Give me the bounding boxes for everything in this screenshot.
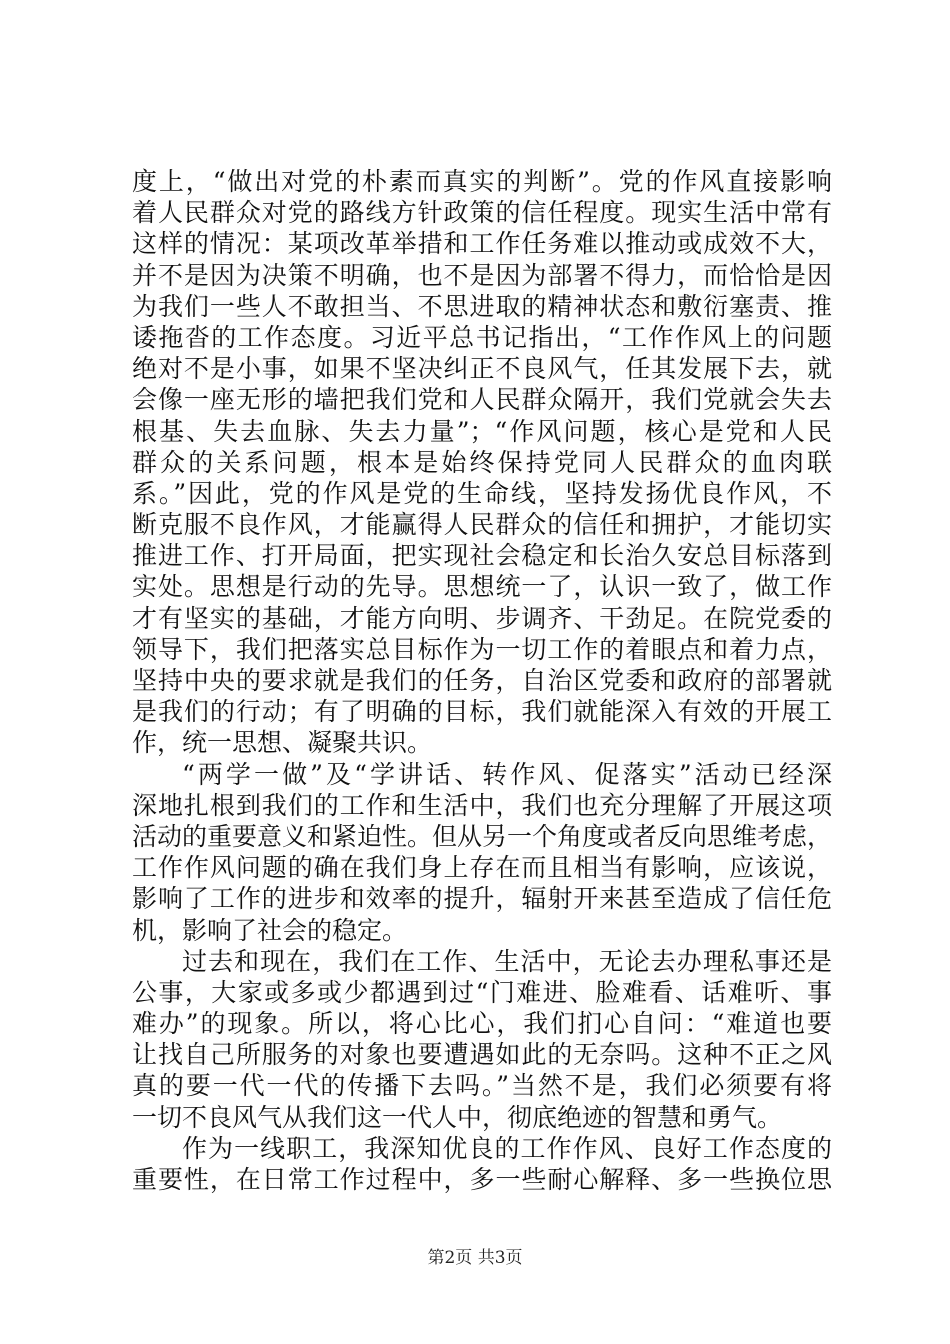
text-line: 这样的情况：某项改革举措和工作任务难以推动或成效不大， bbox=[132, 229, 832, 259]
text-line: 领导下，我们把落实总目标作为一切工作的着眼点和着力点， bbox=[132, 634, 832, 664]
text-line: 实处。思想是行动的先导。思想统一了，认识一致了，做工作 bbox=[132, 572, 832, 602]
text-line: 深地扎根到我们的工作和生活中，我们也充分理解了开展这项 bbox=[132, 790, 832, 820]
text-line: 让找自己所服务的对象也要遭遇如此的无奈吗。这种不正之风 bbox=[132, 1040, 832, 1070]
text-line: 工作作风问题的确在我们身上存在而且相当有影响，应该说， bbox=[132, 853, 832, 883]
text-line: “两学一做”及“学讲话、转作风、促落实”活动已经深 bbox=[182, 759, 832, 789]
text-line: 断克服不良作风，才能赢得人民群众的信任和拥护，才能切实 bbox=[132, 510, 832, 540]
page-number: 第2页 共3页 bbox=[427, 1248, 523, 1268]
text-line: 活动的重要意义和紧迫性。但从另一个角度或者反向思维考虑， bbox=[132, 821, 833, 851]
paragraph-2 bbox=[132, 759, 832, 946]
paragraph-1 bbox=[132, 166, 832, 759]
text-line: 重要性，在日常工作过程中，多一些耐心解释、多一些换位思 bbox=[132, 1165, 832, 1194]
document-body bbox=[132, 166, 832, 1195]
text-line: 系。”因此，党的作风是党的生命线，坚持发扬优良作风，不 bbox=[132, 478, 832, 508]
text-line: 作为一线职工，我深知优良的工作作风、良好工作态度的 bbox=[182, 1133, 832, 1163]
text-line: 是我们的行动；有了明确的目标，我们就能深入有效的开展工 bbox=[132, 697, 832, 727]
text-line: 群众的关系问题，根本是始终保持党同人民群众的血肉联 bbox=[132, 447, 832, 477]
text-line: 坚持中央的要求就是我们的任务，自治区党委和政府的部署就 bbox=[132, 666, 832, 695]
text-line: 影响了工作的进步和效率的提升，辐射开来甚至造成了信任危 bbox=[132, 884, 832, 914]
text-line: 真的要一代一代的传播下去吗。”当然不是，我们必须要有将 bbox=[132, 1071, 832, 1101]
text-line: 为我们一些人不敢担当、不思进取的精神状态和敷衍塞责、推 bbox=[132, 291, 832, 321]
text-line: 作，统一思想、凝聚共识。 bbox=[132, 728, 433, 758]
text-line: 过去和现在，我们在工作、生活中，无论去办理私事还是 bbox=[182, 946, 832, 976]
text-line: 绝对不是小事，如果不坚决纠正不良风气，任其发展下去，就 bbox=[132, 354, 832, 384]
text-line: 会像一座无形的墙把我们党和人民群众隔开，我们党就会失去 bbox=[132, 385, 832, 415]
text-line: 诿拖沓的工作态度。习近平总书记指出，“工作作风上的问题 bbox=[132, 322, 832, 352]
paragraph-3 bbox=[132, 946, 832, 1133]
text-line: 推进工作、打开局面，把实现社会稳定和长治久安总目标落到 bbox=[132, 541, 832, 571]
text-line: 机，影响了社会的稳定。 bbox=[132, 915, 408, 945]
paragraph-4 bbox=[132, 1133, 832, 1195]
text-line: 公事，大家或多或少都遇到过“门难进、脸难看、话难听、事 bbox=[132, 977, 832, 1007]
text-line: 一切不良风气从我们这一代人中，彻底绝迹的智慧和勇气。 bbox=[132, 1102, 783, 1132]
text-line: 才有坚实的基础，才能方向明、步调齐、干劲足。在院党委的 bbox=[132, 603, 832, 633]
text-line: 难办”的现象。所以，将心比心，我们扪心自问：“难道也要 bbox=[132, 1009, 832, 1039]
text-line: 着人民群众对党的路线方针政策的信任程度。现实生活中常有 bbox=[132, 198, 832, 228]
text-line: 度上，“做出对党的朴素而真实的判断”。党的作风直接影响 bbox=[132, 167, 832, 196]
text-line: 根基、失去血脉、失去力量”；“作风问题，核心是党和人民 bbox=[132, 416, 832, 446]
page-footer bbox=[0, 1248, 950, 1268]
text-line: 并不是因为决策不明确，也不是因为部署不得力，而恰恰是因 bbox=[132, 260, 832, 290]
